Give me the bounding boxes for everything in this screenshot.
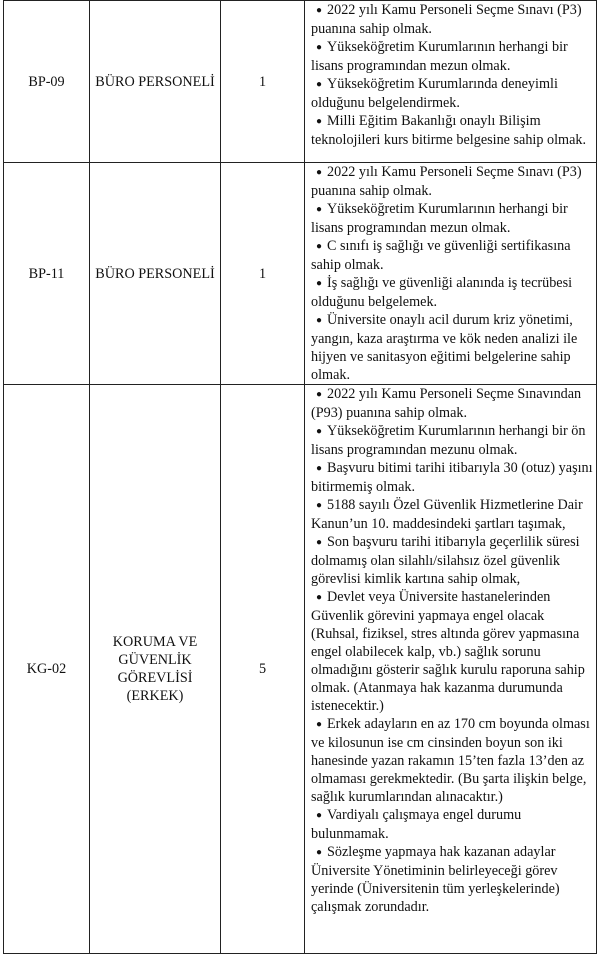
- table-row: [4, 385, 597, 954]
- requirement-item: [311, 496, 594, 533]
- requirement-text: Yükseköğretim Kurumlarının herhangi bir lisans programından mezun olmak.: [311, 201, 568, 236]
- bullet-icon: ●: [315, 167, 323, 178]
- position-count-cell: 5: [221, 385, 305, 954]
- position-title-cell: BÜRO PERSONELİ: [90, 163, 221, 385]
- bullet-icon: ●: [315, 278, 323, 289]
- requirement-text: Milli Eğitim Bakanlığı onaylı Bilişim teknolojileri kurs bitirme belgesine sahip olmak.: [311, 113, 587, 148]
- requirement-item: [311, 459, 594, 496]
- requirement-text: Devlet veya Üniversite hastanelerinden Güvenlik görevini yapmaya engel olacak (Ruhsal, fiziksel, stres altında görev yapmasına engel olabilecek kalp, vb.) sağlık sorunu olmadığını gösterir sağlık kurulu raporuna sahip olmak. (Atanmaya hak kazanma durumunda istenecektir.): [311, 589, 585, 714]
- requirement-item: [311, 843, 594, 916]
- position-code-cell: KG-02: [4, 385, 90, 954]
- table-row: [4, 163, 597, 385]
- position-code-cell: BP-09: [4, 1, 90, 163]
- requirement-item: [311, 1, 594, 38]
- position-count-cell: 1: [221, 163, 305, 385]
- bullet-icon: ●: [315, 537, 323, 548]
- requirement-text: Yükseköğretim Kurumlarının herhangi bir lisans programından mezun olmak.: [311, 39, 568, 74]
- bullet-icon: ●: [315, 389, 323, 400]
- requirement-item: [311, 75, 594, 112]
- bullet-icon: ●: [315, 810, 323, 821]
- requirement-text: 2022 yılı Kamu Personeli Seçme Sınavı (P3) puanına sahip olmak.: [311, 164, 582, 199]
- position-title-cell: BÜRO PERSONELİ: [90, 1, 221, 163]
- table-row: [4, 1, 597, 163]
- bullet-icon: ●: [315, 719, 323, 730]
- requirement-item: [311, 715, 594, 806]
- requirement-text: Erkek adayların en az 170 cm boyunda olması ve kilosunun ise cm cinsinden boyun son iki hanesinde yazan rakamın 15’ten fazla 13’den az olmaması gerekmektedir. (Bu şarta ilişkin belge, sağlık kurumlarından alınacaktır.): [311, 716, 590, 805]
- requirement-item: [311, 806, 594, 843]
- bullet-icon: ●: [315, 5, 323, 16]
- requirement-text: Üniversite onaylı acil durum kriz yönetimi, yangın, kaza araştırma ve kök neden analizi ile hijyen ve sanitasyon eğitimi belgelerine sahip olmak.: [311, 312, 578, 383]
- bullet-icon: ●: [315, 592, 323, 603]
- requirement-text: C sınıfı iş sağlığı ve güvenliği sertifikasına sahip olmak.: [311, 238, 571, 273]
- bullet-icon: ●: [315, 79, 323, 90]
- requirement-item: [311, 385, 594, 422]
- position-count-cell: 1: [221, 1, 305, 163]
- requirement-item: [311, 422, 594, 459]
- requirement-text: Başvuru bitimi tarihi itibarıyla 30 (otuz) yaşını bitirmemiş olmak.: [311, 460, 593, 495]
- requirement-item: [311, 112, 594, 149]
- requirement-text: Vardiyalı çalışmaya engel durumu bulunmamak.: [311, 807, 522, 842]
- requirement-item: [311, 38, 594, 75]
- requirement-text: Sözleşme yapmaya hak kazanan adaylar Üniversite Yönetiminin belirleyeceği görev yerinde (Üniversitenin tüm yerleşkelerinde) çalışmak zorundadır.: [311, 844, 560, 915]
- requirement-item: [311, 237, 594, 274]
- requirement-text: Yükseköğretim Kurumlarının herhangi bir ön lisans programından mezunu olmak.: [311, 423, 586, 458]
- bullet-icon: ●: [315, 463, 323, 474]
- bullet-icon: ●: [315, 315, 323, 326]
- requirement-item: [311, 533, 594, 588]
- requirement-text: 2022 yılı Kamu Personeli Seçme Sınavı (P3) puanına sahip olmak.: [311, 2, 582, 37]
- bullet-icon: ●: [315, 204, 323, 215]
- bullet-icon: ●: [315, 42, 323, 53]
- requirements-cell: [305, 1, 597, 163]
- requirement-item: [311, 163, 594, 200]
- position-title-cell: KORUMA VE GÜVENLİK GÖREVLİSİ (ERKEK): [90, 385, 221, 954]
- requirements-cell: [305, 163, 597, 385]
- requirement-text: Son başvuru tarihi itibarıyla geçerlilik süresi dolmamış olan silahlı/silahsız özel güvenlik görevlisi kimlik kartına sahip olmak,: [311, 534, 580, 587]
- bullet-icon: ●: [315, 241, 323, 252]
- bullet-icon: ●: [315, 116, 323, 127]
- table-body: [4, 1, 597, 954]
- bullet-icon: ●: [315, 847, 323, 858]
- requirements-cell: [305, 385, 597, 954]
- positions-table: [3, 0, 597, 954]
- requirement-item: [311, 200, 594, 237]
- requirement-item: [311, 274, 594, 311]
- requirement-text: Yükseköğretim Kurumlarında deneyimli olduğunu belgelendirmek.: [311, 76, 558, 111]
- requirement-item: [311, 588, 594, 715]
- requirement-text: 5188 sayılı Özel Güvenlik Hizmetlerine Dair Kanun’un 10. maddesindeki şartları taşımak,: [311, 497, 583, 532]
- requirement-text: 2022 yılı Kamu Personeli Seçme Sınavından (P93) puanına sahip olmak.: [311, 386, 582, 421]
- requirement-text: İş sağlığı ve güvenliği alanında iş tecrübesi olduğunu belgelemek.: [311, 275, 573, 310]
- requirement-item: [311, 311, 594, 384]
- bullet-icon: ●: [315, 500, 323, 511]
- bullet-icon: ●: [315, 426, 323, 437]
- position-code-cell: BP-11: [4, 163, 90, 385]
